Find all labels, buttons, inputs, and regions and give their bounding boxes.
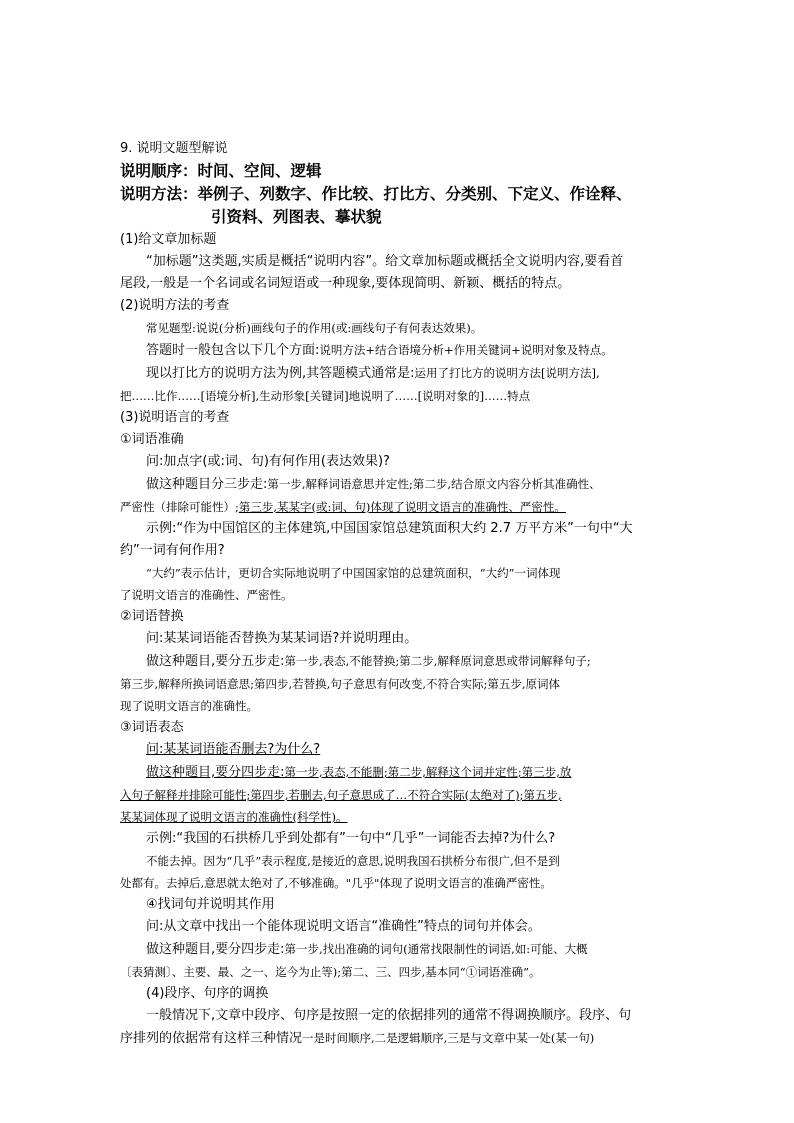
paragraph-order-swap-cont [120, 1027, 680, 1050]
heading-add-title: (1)给文章加标题 [120, 232, 217, 247]
steps-lead: 做这种题目分三步走: [146, 477, 268, 492]
paragraph-order-swap: 一般情况下,文章中段序、句序是按照一定的依据排列的通常不得调换顺序。段序、句 [146, 1008, 632, 1023]
answer-word-stance: 不能去掉。因为“几乎”表示程度,是接近的意思,说明我国石拱桥分布很广,但不是到 [146, 854, 560, 868]
question-find-words: 问:从文章中找出一个能体现说明文语言“准确性”特点的词句并体会。 [146, 919, 541, 934]
steps-word-stance-cont: 入句子解释并排除可能性;第四步,若删去,句子意思成了…不符合实际(太绝对了);第五步, [120, 788, 562, 802]
order-swap-lead: 序排列的依据常有这样三种情况 [120, 1031, 303, 1046]
answer-word-stance-cont: 处都有。去掉后,意思就太绝对了,不够准确。"几乎"体现了说明文语言的准确严密性。 [120, 876, 552, 890]
explanation-methods-line-cont: 引资料、列图表、摹状貌 [211, 208, 382, 226]
steps-hw: 第一步,找出准确的词句(通常找限制性的词语,如:可能、大概 [284, 942, 588, 956]
steps-word-stance-cont2: 某某词体现了说明文语言的准确性(科学性)。 [120, 810, 348, 824]
common-question-type: 常见题型:说说(分析)画线句子的作用(或:画线句子有何表达效果)。 [146, 321, 483, 335]
explanation-methods-line: 说明方法：举例子、列数字、作比较、打比方、分类别、下定义、作诠释、 [120, 185, 632, 203]
steps-lead: 做这种题目,要分四步走: [146, 942, 285, 957]
steps-hw: 第一步,表态,不能替换;第二步,解释原词意思或带词解释句子; [284, 654, 591, 668]
steps-hw-part: 严密性（排除可能性）; [120, 500, 239, 514]
heading-order-swap: (4)段序、句序的调换 [146, 986, 269, 1001]
example-word-stance: 示例:“我国的石拱桥几乎到处都有”一句中“几乎”一词能否去掉?为什么? [146, 831, 556, 846]
document-body [120, 138, 680, 1050]
explanation-order-line: 说明顺序：时间、空间、逻辑 [120, 162, 322, 180]
steps-find-words-cont: 〔表猜测〕、主要、最、之一、迄今为止等);第二、三、四步,基本同“①词语准确”。 [120, 965, 541, 979]
example-word-accuracy: 示例:“作为中国馆区的主体建筑,中国国家馆总建筑面积大约 2.7 万平方米”一句中“大 [146, 521, 633, 536]
order-swap-hw: 一是时间顺序,二是逻辑顺序,三是与文章中某一处(某一句) [302, 1031, 595, 1045]
heading-language: (3)说明语言的考查 [120, 410, 230, 425]
example-pattern-hw: 运用了打比方的说明方法[说明方法], [414, 366, 600, 380]
subheading-word-stance: ③词语表态 [120, 720, 184, 735]
answer-word-accuracy-cont: 了说明文语言的准确性、严密性。 [120, 588, 293, 602]
steps-hw: 第一步,表态,不能删;第二步,解释这个词并定性;第三步,放 [284, 765, 572, 779]
answer-aspects-formula: 说明方法+结合语境分析+作用关键词+说明对象及特点。 [319, 343, 613, 357]
answer-aspects-lead: 答题时一般包含以下几个方面: [146, 343, 320, 358]
section-title: 9. 说明文题型解说 [120, 141, 228, 156]
steps-lead: 做这种题目,要分五步走: [146, 654, 285, 669]
paragraph-add-title-cont: 尾段,一般是一个名词或名词短语或一种现象,要体现简明、新颖、概括的特点。 [120, 276, 571, 291]
steps-word-replace [120, 650, 680, 673]
example-pattern [120, 362, 680, 385]
question-word-accuracy: 问:加点字(或:词、句)有何作用(表达效果)? [146, 454, 390, 469]
answer-aspects [120, 339, 680, 362]
steps-word-replace-cont: 第三步,解释所换词语意思;第四步,若替换,句子意思有何改变,不符合实际;第五步,原词体 [120, 677, 561, 691]
steps-word-accuracy [120, 473, 680, 496]
question-word-replace: 问:某某词语能否替换为某某词语?并说明理由。 [146, 631, 418, 646]
subheading-word-accuracy: ①词语准确 [120, 432, 184, 447]
steps-hw: 第一步,解释词语意思并定性;第二步,结合原文内容分析其准确性、 [267, 477, 601, 491]
example-pattern-cont: 把……比作……[语境分析],生动形象[关键词]地说明了……[说明对象的]……特点 [120, 389, 531, 403]
example-word-accuracy-cont: 约”一词有何作用? [120, 543, 225, 558]
steps-lead: 做这种题目,要分四步走: [146, 765, 285, 780]
example-pattern-lead: 现以打比方的说明方法为例,其答题模式通常是: [146, 366, 415, 381]
steps-hw-underlined: 第三步,某某字(或:词、句)体现了说明文语言的准确性、严密性。 [238, 500, 566, 514]
steps-word-replace-cont2: 现了说明文语言的准确性。 [120, 699, 258, 713]
steps-word-stance [120, 761, 680, 784]
steps-word-accuracy-cont [120, 496, 680, 518]
subheading-word-replace: ②词语替换 [120, 609, 184, 624]
heading-methods: (2)说明方法的考查 [120, 298, 230, 313]
subheading-find-words: ④找词句并说明其作用 [146, 897, 275, 912]
steps-find-words [120, 938, 680, 961]
answer-word-accuracy: “大约”表示估计，更切合实际地说明了中国国家馆的总建筑面积，“大约”一词体现 [146, 566, 561, 580]
question-word-stance: 问:某某词语能否删去?为什么? [146, 742, 321, 757]
paragraph-add-title: “加标题”这类题,实质是概括“说明内容”。给文章加标题或概括全文说明内容,要看首 [146, 254, 624, 269]
